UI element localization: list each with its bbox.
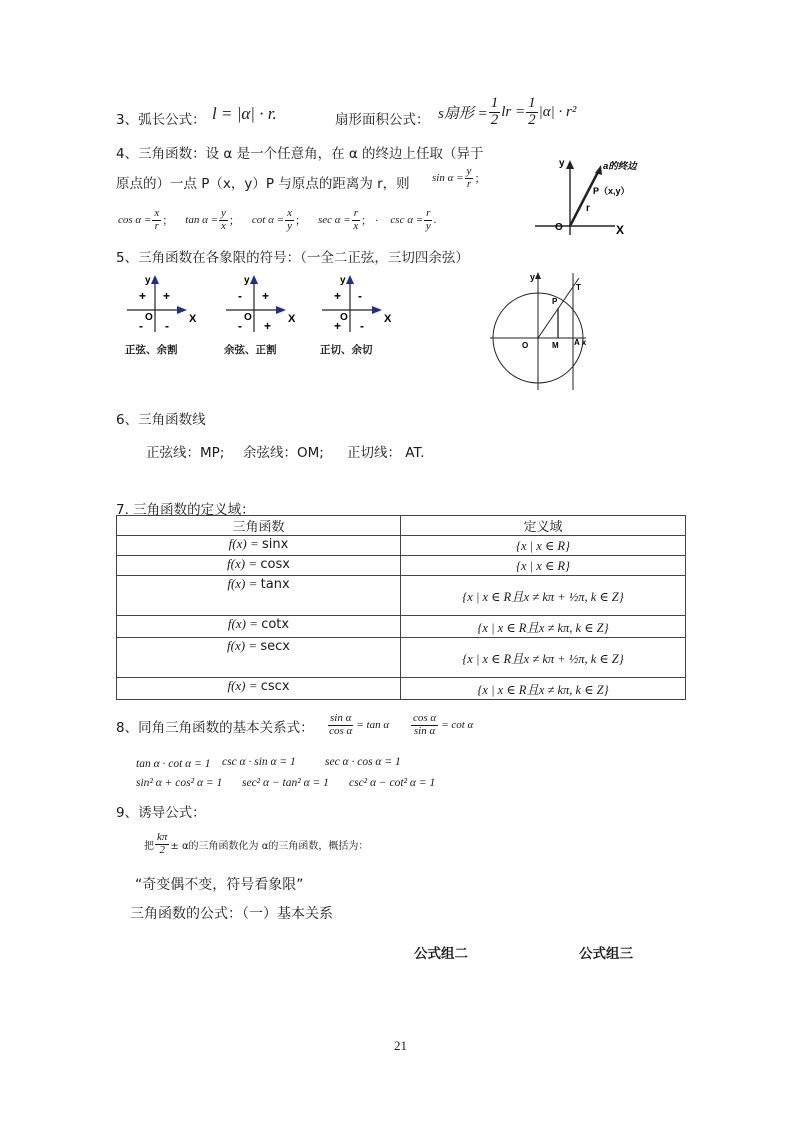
circle-ax-label: A x bbox=[574, 338, 587, 347]
trig-def-2: cot α = $\frac{x}{y}$ ； bbox=[251, 207, 306, 232]
formula-group-2: 公式组二 bbox=[414, 946, 468, 962]
quad-o-label: O bbox=[340, 312, 348, 323]
sin-definition: sin α = $\frac{y}{r}$ ； bbox=[432, 165, 486, 190]
quad-x-arrow bbox=[276, 306, 286, 314]
trig-definitions-row bbox=[118, 208, 436, 232]
quad-y-arrow bbox=[151, 275, 159, 284]
quad-q4-sign: - bbox=[165, 319, 169, 333]
quadrant-diagram-1 bbox=[224, 272, 300, 357]
tangent-line-text: 正切线： AT. bbox=[347, 445, 425, 461]
circle-p-label: P bbox=[552, 297, 558, 306]
origin-label: O bbox=[555, 222, 563, 233]
table-row bbox=[117, 616, 686, 638]
trig-def-1: tan α = $\frac{y}{x}$ ； bbox=[185, 207, 240, 232]
quadrant-signs-title: 5、三角函数在各象限的符号：（一全二正弦，三切四余弦） bbox=[116, 250, 469, 266]
circle-o-label: O bbox=[522, 341, 529, 350]
formula-subtitle: 三角函数的公式：（一）基本关系 bbox=[130, 906, 333, 922]
quad-x-label: X bbox=[384, 313, 392, 325]
page-number: 21 bbox=[394, 1038, 407, 1053]
half-fraction-1: $\frac{1}{2}$ bbox=[490, 95, 499, 128]
terminal-side-figure bbox=[515, 150, 640, 240]
domain-table bbox=[116, 515, 686, 700]
quad-x-label: X bbox=[189, 313, 197, 325]
pythagorean-identity-2: sec² α − tan² α = 1 bbox=[242, 777, 329, 789]
quad-y-label: y bbox=[145, 275, 151, 286]
quad-x-arrow bbox=[177, 306, 187, 314]
quad-q4-sign: - bbox=[360, 319, 364, 333]
function-cell: f(x) = cosx bbox=[117, 556, 401, 576]
half-fraction-2: $\frac{1}{2}$ bbox=[528, 95, 536, 128]
trig-def-3: sec α = $\frac{r}{x}$ ； · bbox=[317, 207, 379, 232]
domain-cell: {x | x ∈ R且x ≠ kπ, k ∈ Z} bbox=[401, 616, 686, 638]
quad-q1-sign: + bbox=[262, 289, 270, 303]
circle-t-label: T bbox=[576, 283, 581, 292]
y-axis-arrow bbox=[566, 160, 574, 169]
quad-q3-sign: - bbox=[139, 319, 143, 333]
induction-prefix: 把 bbox=[144, 840, 154, 852]
table-header-domain: 定义域 bbox=[401, 516, 686, 536]
sector-area-formula bbox=[438, 96, 576, 129]
formula-group-3: 公式组三 bbox=[579, 946, 633, 962]
identity-title: 8、同角三角函数的基本关系式： bbox=[116, 720, 314, 736]
quad-q4-sign: + bbox=[264, 319, 272, 333]
point-p-label: P（x,y） bbox=[593, 186, 630, 196]
pythagorean-identity-1: sin² α + cos² α = 1 bbox=[136, 777, 223, 789]
quad-y-label: y bbox=[244, 275, 250, 286]
quad-q2-sign: - bbox=[238, 289, 242, 303]
cosine-line-text: 余弦线：OM; bbox=[243, 445, 324, 461]
quadrant-diagram-2 bbox=[320, 272, 396, 357]
domain-title: 7. 三角函数的定义域： bbox=[116, 502, 255, 518]
quad-o-label: O bbox=[145, 312, 153, 323]
quotient-identity-cot: $\frac{\text{cos α}}{\text{sin α}}$ = cot α bbox=[413, 712, 474, 737]
quad-q2-sign: + bbox=[334, 289, 342, 303]
sine-line-text: 正弦线：MP; bbox=[146, 445, 225, 461]
reciprocal-identity-2: csc α · sin α = 1 bbox=[222, 756, 296, 768]
quadrant-caption: 余弦、正割 bbox=[224, 344, 277, 356]
trig-lines-title: 6、三角函数线 bbox=[116, 412, 206, 428]
circle-y-label: y bbox=[530, 272, 536, 282]
domain-cell: {x | x ∈ R} bbox=[401, 536, 686, 556]
quad-q2-sign: + bbox=[139, 289, 147, 303]
sector-area-lhs: s扇形 = bbox=[438, 105, 488, 122]
x-label: X bbox=[616, 223, 625, 237]
r-label: r bbox=[586, 203, 590, 214]
quad-q3-sign: - bbox=[238, 319, 242, 333]
table-row bbox=[117, 638, 686, 678]
terminal-side-label: a的终边 bbox=[603, 161, 637, 172]
function-cell: f(x) = cscx bbox=[117, 678, 401, 700]
quad-x-arrow bbox=[372, 306, 382, 314]
induction-rule bbox=[144, 832, 368, 856]
arc-length-formula: l = |α| · r. bbox=[212, 104, 277, 123]
quadrant-caption: 正弦、余割 bbox=[125, 344, 178, 356]
quadrant-diagram-0 bbox=[125, 272, 201, 357]
table-row bbox=[117, 536, 686, 556]
induction-motto: “奇变偶不变，符号看象限” bbox=[135, 877, 304, 893]
domain-cell: {x | x ∈ R且x ≠ kπ, k ∈ Z} bbox=[401, 678, 686, 700]
trig-def-4: csc α = $\frac{r}{y}$ . bbox=[390, 207, 437, 232]
quad-y-arrow bbox=[250, 275, 258, 284]
y-label: y bbox=[559, 158, 565, 169]
trig-def-line2: 原点的）一点 P（x，y）P 与原点的距离为 r，则 bbox=[116, 176, 410, 192]
sector-area-tail: |α| · r² bbox=[538, 103, 577, 120]
domain-cell: {x | x ∈ R且x ≠ kπ + ½π, k ∈ Z} bbox=[401, 638, 686, 678]
circle-m-label: M bbox=[552, 341, 559, 350]
quad-o-label: O bbox=[244, 312, 252, 323]
domain-cell: {x | x ∈ R} bbox=[401, 556, 686, 576]
function-cell: f(x) = sinx bbox=[117, 536, 401, 556]
domain-cell: {x | x ∈ R且x ≠ kπ + ½π, k ∈ Z} bbox=[401, 576, 686, 616]
quad-q1-sign: - bbox=[358, 289, 362, 303]
quad-q1-sign: + bbox=[163, 289, 171, 303]
induction-rule-text: ± α的三角函数化为 α的三角函数，概括为： bbox=[170, 840, 369, 852]
reciprocal-identity-3: sec α · cos α = 1 bbox=[325, 756, 401, 768]
table-row bbox=[117, 576, 686, 616]
circle-y-arrow bbox=[535, 272, 541, 279]
quad-y-arrow bbox=[346, 275, 354, 284]
arc-length-label: 3、弧长公式： bbox=[116, 112, 206, 128]
function-cell: f(x) = tanx bbox=[117, 576, 401, 616]
sector-area-label: 扇形面积公式： bbox=[335, 112, 430, 128]
trig-def-0: cos α = $\frac{x}{r}$ ； bbox=[118, 207, 174, 232]
reciprocal-identity-1: tan α · cot α = 1 bbox=[136, 758, 211, 770]
quad-x-label: X bbox=[288, 313, 296, 325]
quotient-identity-tan: $\frac{\text{sin α}}{\text{cos α}}$ = tan α bbox=[329, 712, 390, 737]
unit-circle-figure bbox=[488, 268, 598, 393]
induction-fraction: $\frac{k\pi}{2}$ bbox=[157, 831, 168, 856]
induction-title: 9、诱导公式： bbox=[116, 805, 206, 821]
function-cell: f(x) = secx bbox=[117, 638, 401, 678]
table-row bbox=[117, 556, 686, 576]
quad-q3-sign: + bbox=[334, 319, 342, 333]
quadrant-caption: 正切、余切 bbox=[320, 344, 373, 356]
terminal-side-line bbox=[570, 170, 599, 226]
table-header-function: 三角函数 bbox=[117, 516, 401, 536]
trig-def-line1: 4、三角函数：设 α 是一个任意角，在 α 的终边上任取（异于 bbox=[116, 146, 484, 162]
pythagorean-identity-3: csc² α − cot² α = 1 bbox=[349, 777, 436, 789]
table-row bbox=[117, 678, 686, 700]
function-cell: f(x) = cotx bbox=[117, 616, 401, 638]
quad-y-label: y bbox=[340, 275, 346, 286]
sector-area-mid: lr = bbox=[501, 103, 526, 120]
